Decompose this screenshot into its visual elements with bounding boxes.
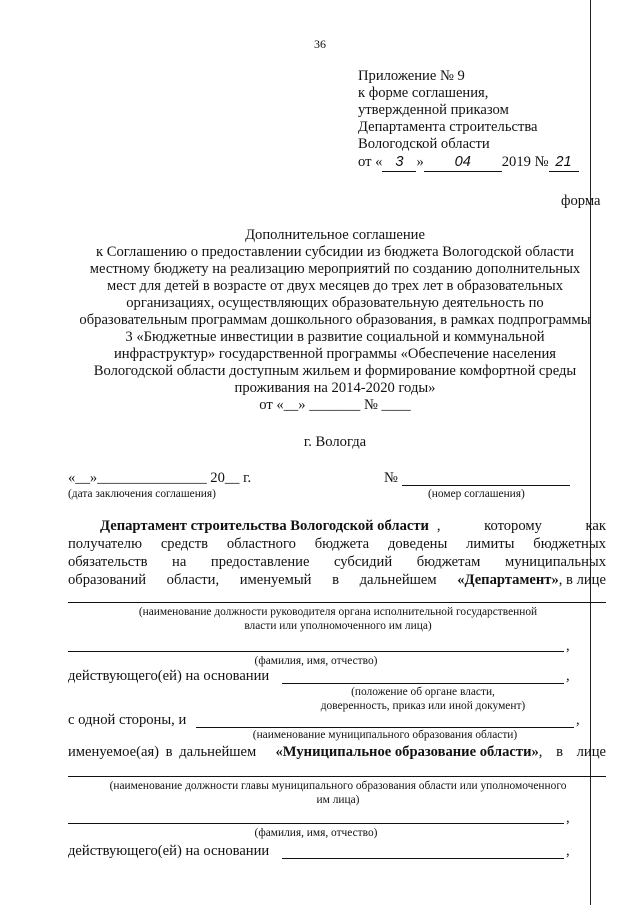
appendix-line-5: Вологодской области bbox=[358, 136, 490, 152]
comma: , bbox=[566, 810, 570, 826]
appendix-month: 04 bbox=[424, 154, 502, 172]
field-basis-line-2 bbox=[282, 858, 564, 859]
caption-head-position: (наименование должности главы муниципального образования области или уполномоченного им лица) bbox=[109, 780, 567, 806]
caption-full-name: (фамилия, имя, отчество) bbox=[254, 655, 378, 667]
number-caption: (номер соглашения) bbox=[428, 488, 525, 500]
appendix-title: Приложение № 9 bbox=[358, 68, 465, 84]
title-line-2: к Соглашению о предоставлении субсидии из бюджета Вологодской области bbox=[96, 244, 574, 260]
field-full-name-line bbox=[68, 651, 564, 652]
one-side-label: с одной стороны, и bbox=[68, 712, 187, 728]
title-line-7: 3 «Бюджетные инвестиции в развитие социальной и коммунальной bbox=[125, 329, 545, 345]
date-caption: (дата заключения соглашения) bbox=[68, 488, 216, 500]
agreement-number-line bbox=[402, 485, 570, 486]
appendix-line-3: утвержденной приказом bbox=[358, 102, 509, 118]
city: г. Вологда bbox=[303, 434, 367, 450]
appendix-line-2: к форме соглашения, bbox=[358, 85, 489, 101]
named-line: именуемое(ая) в дальнейшем «Муниципальное образование области», в лице bbox=[68, 744, 606, 760]
scan-fold-line bbox=[590, 0, 591, 905]
field-head-position-line bbox=[68, 776, 606, 777]
agreement-title bbox=[60, 227, 610, 414]
field-head-name-line bbox=[68, 823, 564, 824]
acting-basis-label-2: действующего(ей) на основании bbox=[68, 843, 270, 859]
comma: , bbox=[566, 843, 570, 859]
appendix-block bbox=[358, 68, 579, 172]
municipality-alias: «Муниципальное образование области» bbox=[275, 744, 539, 760]
body-line-2: получателю средств областного бюджета доведены лимиты бюджетных bbox=[68, 536, 606, 552]
appendix-line-4: Департамента строительства bbox=[358, 119, 538, 135]
form-label: форма bbox=[561, 193, 601, 209]
appendix-number: 21 bbox=[549, 154, 579, 172]
acting-basis-label: действующего(ей) на основании bbox=[68, 668, 270, 684]
agreement-date-field: «__»_______________ 20__ г. bbox=[68, 470, 252, 486]
caption-basis: (положение об органе власти, доверенность, приказ или иной документ) bbox=[320, 686, 526, 712]
title-line-1: Дополнительное соглашение bbox=[245, 227, 425, 243]
field-official-position-line bbox=[68, 602, 606, 603]
title-line-5: организациях, осуществляющих образовательную деятельность по bbox=[126, 295, 544, 311]
department-alias: «Департамент» bbox=[457, 572, 559, 588]
page-number: 36 bbox=[314, 37, 326, 51]
comma: , bbox=[566, 638, 570, 654]
comma: , bbox=[576, 712, 580, 728]
body-line-4: образований области, именуемый в дальнейшем «Департамент», в лице bbox=[68, 572, 606, 588]
caption-municipality: (наименование муниципального образования области) bbox=[252, 729, 518, 741]
body-line-3: обязательств на предоставление субсидий бюджетам муниципальных bbox=[68, 554, 606, 570]
caption-official-position: (наименование должности руководителя органа исполнительной государственной власти или уполномоченного им лица) bbox=[138, 606, 538, 632]
body-line-1: Департамент строительства Вологодской области , которому как bbox=[100, 518, 606, 534]
department-name: Департамент строительства Вологодской области bbox=[100, 518, 429, 534]
title-line-10: проживания на 2014-2020 годы» bbox=[234, 380, 436, 396]
appendix-day: 3 bbox=[382, 154, 416, 172]
appendix-date: от « 3 » 04 2019 № 21 bbox=[358, 154, 579, 172]
title-line-11: от «__» _______ № ____ bbox=[259, 397, 411, 413]
agreement-number-label: № bbox=[384, 470, 398, 486]
field-basis-line bbox=[282, 683, 564, 684]
title-line-6: образовательным программам дошкольного образования, в рамках подпрограммы bbox=[79, 312, 591, 328]
title-line-3: местному бюджету на реализацию мероприятий по созданию дополнительных bbox=[89, 261, 581, 277]
caption-head-name: (фамилия, имя, отчество) bbox=[254, 827, 378, 839]
title-line-4: мест для детей в возрасте от двух месяцев до трех лет в образовательных bbox=[106, 278, 564, 294]
comma: , bbox=[566, 668, 570, 684]
title-line-9: Вологодской области доступным жильем и формирование комфортной среды bbox=[93, 363, 577, 379]
title-line-8: инфраструктур» государственной программы «Обеспечение населения bbox=[113, 346, 557, 362]
